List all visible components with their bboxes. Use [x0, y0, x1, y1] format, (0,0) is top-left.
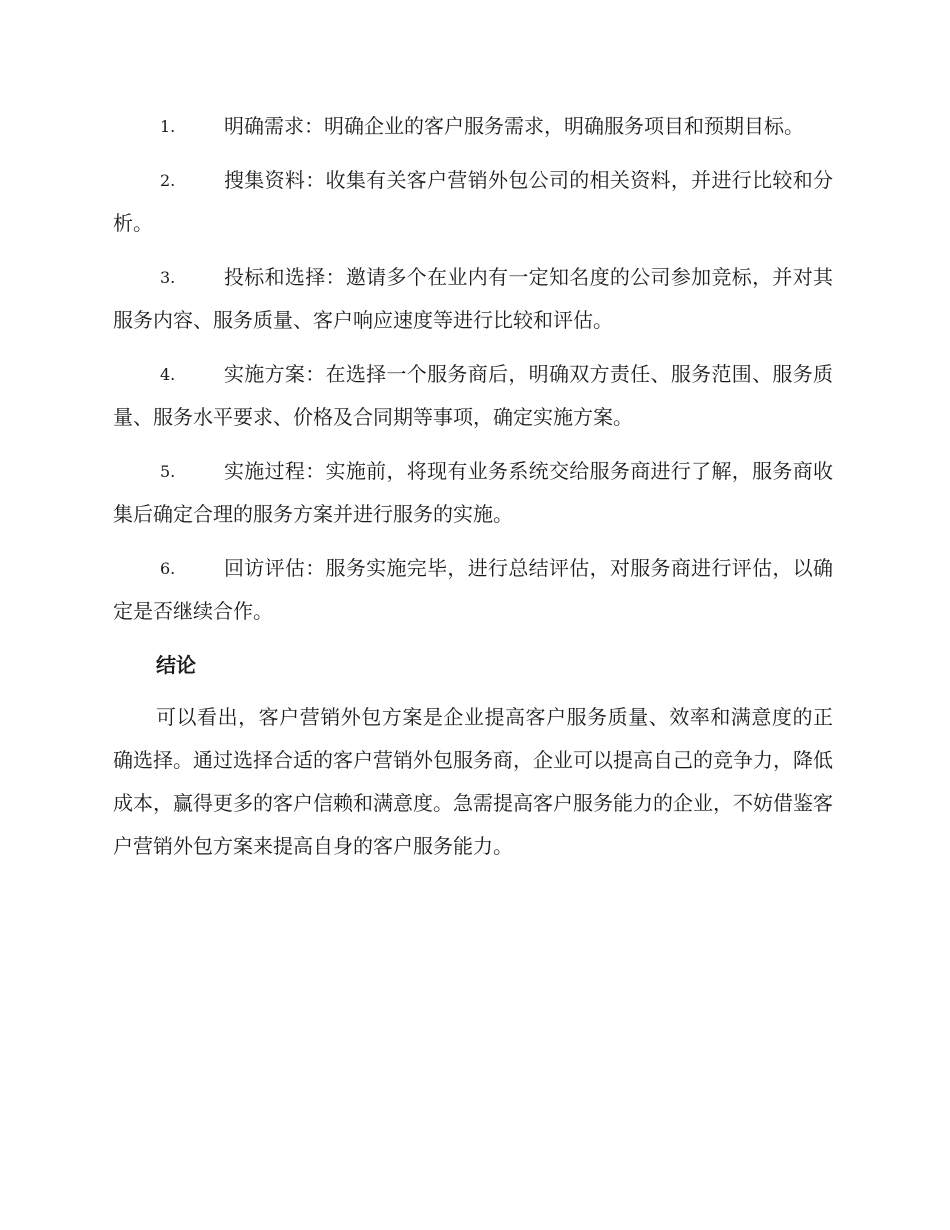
list-item-text: 明确需求：明确企业的客户服务需求，明确服务项目和预期目标。 [224, 114, 804, 138]
list-item-text: 回访评估：服务实施完毕，进行总结评估，对服务商进行评估，以确定是否继续合作。 [113, 556, 833, 623]
list-item-text: 实施过程：实施前，将现有业务系统交给服务商进行了解，服务商收集后确定合理的服务方案并进行服务的实施。 [113, 459, 833, 526]
list-item-number: 5. [160, 462, 176, 481]
document-page [113, 105, 833, 868]
list-item-number: 1. [160, 117, 176, 136]
conclusion-paragraph: 可以看出，客户营销外包方案是企业提高客户服务质量、效率和满意度的正确选择。通过选择合适的客户营销外包服务商，企业可以提高自己的竞争力，降低成本，赢得更多的客户信赖和满意度。急需提高客户服务能力的企业，不妨借鉴客户营销外包方案来提高自身的客户服务能力。 [113, 705, 833, 858]
list-item [113, 547, 833, 633]
list-item-number: 4. [160, 365, 176, 384]
conclusion-heading: 结论 [156, 653, 196, 677]
list-item-number: 3. [160, 268, 176, 287]
list-item [113, 105, 833, 148]
list-item-text: 实施方案：在选择一个服务商后，明确双方责任、服务范围、服务质量、服务水平要求、价格及合同期等事项，确定实施方案。 [113, 362, 833, 429]
list-item [113, 256, 833, 342]
list-item-text: 投标和选择：邀请多个在业内有一定知名度的公司参加竞标，并对其服务内容、服务质量、客户响应速度等进行比较和评估。 [113, 265, 833, 332]
list-item [113, 159, 833, 245]
list-item-number: 6. [160, 559, 176, 578]
list-item [113, 450, 833, 536]
list-item-text: 搜集资料：收集有关客户营销外包公司的相关资料，并进行比较和分析。 [113, 168, 833, 235]
list-item [113, 353, 833, 439]
list-item-number: 2. [160, 171, 176, 190]
